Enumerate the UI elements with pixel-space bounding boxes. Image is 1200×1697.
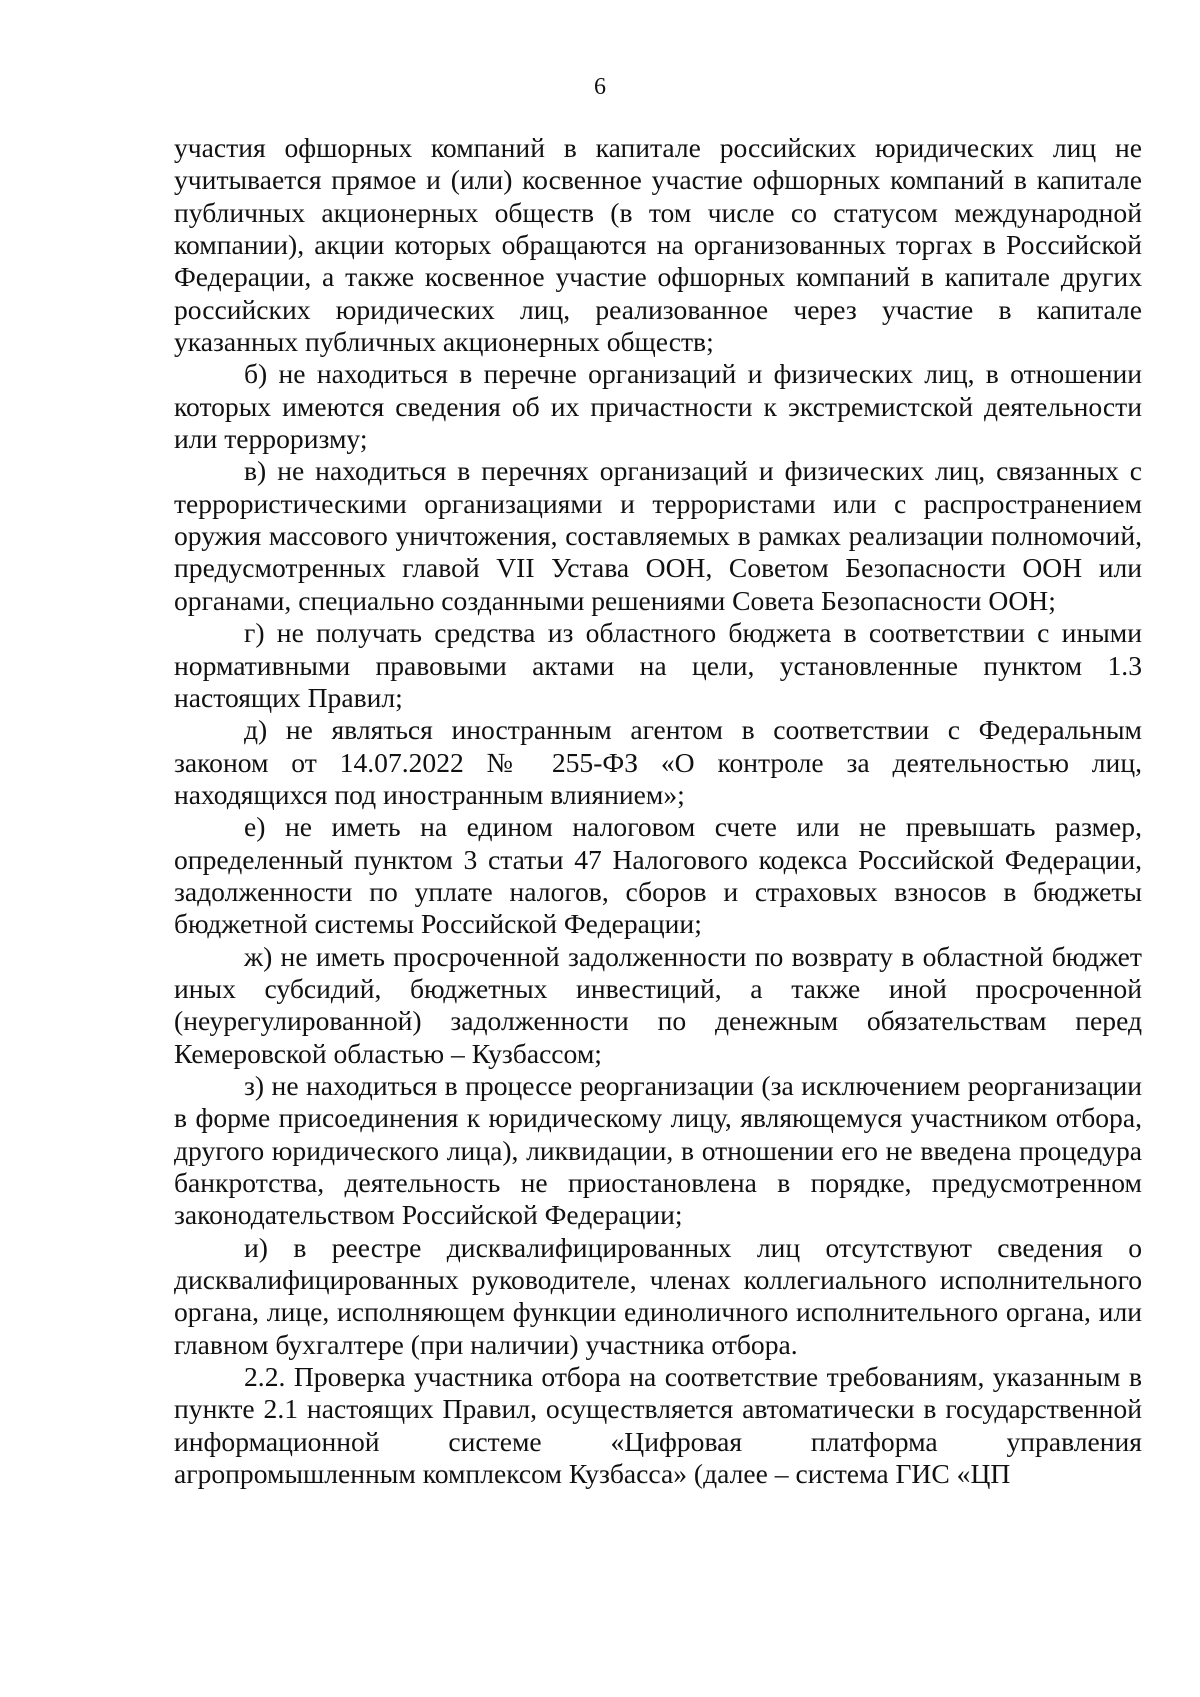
paragraph-item-g: г) не получать средства из областного бюджета в соответствии с иными нормативными правовыми актами на цели, установленные пунктом 1.3 настоящих Правил; xyxy=(174,617,1142,713)
paragraph-continuation: участия офшорных компаний в капитале российских юридических лиц не учитывается прямое и (или) косвенное участие офшорных компаний в капитале публичных акционерных обществ (в том числе со статусом международной компании), акции которых обращаются на организованных торгах в Российской Федерации, а также косвенное участие офшорных компаний в капитале других российских юридических лиц, реализованное через участие в капитале указанных публичных акционерных обществ; xyxy=(174,132,1142,358)
paragraph-item-zh: ж) не иметь просроченной задолженности по возврату в областной бюджет иных субсидий, бюджетных инвестиций, а также иной просроченной (неурегулированной) задолженности по денежным обязательствам перед Кемеровской областью – Кузбассом; xyxy=(174,940,1142,1069)
document-body xyxy=(174,132,1142,1490)
paragraph-item-z: з) не находиться в процессе реорганизации (за исключением реорганизации в форме присоединения к юридическому лицу, являющемуся участником отбора, другого юридического лица), ликвидации, в отношении его не введена процедура банкротства, деятельность не приостановлена в порядке, предусмотренном законодательством Российской Федерации; xyxy=(174,1069,1142,1231)
paragraph-item-b: б) не находиться в перечне организаций и физических лиц, в отношении которых имеются сведения об их причастности к экстремистской деятельности или терроризму; xyxy=(174,358,1142,455)
paragraph-section-2-2: 2.2. Проверка участника отбора на соответствие требованиям, указанным в пункте 2.1 настоящих Правил, осуществляется автоматически в государственной информационной системе «Цифровая платформа управления агропромышленным комплексом Кузбасса» (далее – система ГИС «ЦП xyxy=(174,1361,1142,1490)
paragraph-item-e: е) не иметь на едином налоговом счете или не превышать размер, определенный пунктом 3 статьи 47 Налогового кодекса Российской Федерации, задолженности по уплате налогов, сборов и страховых взносов в бюджеты бюджетной системы Российской Федерации; xyxy=(174,811,1142,940)
paragraph-item-i: и) в реестре дисквалифицированных лиц отсутствуют сведения о дисквалифицированных руководителе, членах коллегиального исполнительного органа, лице, исполняющем функции единоличного исполнительного органа, или главном бухгалтере (при наличии) участника отбора. xyxy=(174,1231,1142,1360)
paragraph-item-d: д) не являться иностранным агентом в соответствии с Федеральным законом от 14.07.2022 № 255-ФЗ «О контроле за деятельностью лиц, находящихся под иностранным влиянием»; xyxy=(174,714,1142,810)
page-number: 6 xyxy=(594,74,606,100)
paragraph-item-v: в) не находиться в перечнях организаций и физических лиц, связанных с террористическими организациями и террористами или с распространением оружия массового уничтожения, составляемых в рамках реализации полномочий, предусмотренных главой VII Устава ООН, Советом Безопасности ООН или органами, специально созданными решениями Совета Безопасности ООН; xyxy=(174,455,1142,616)
